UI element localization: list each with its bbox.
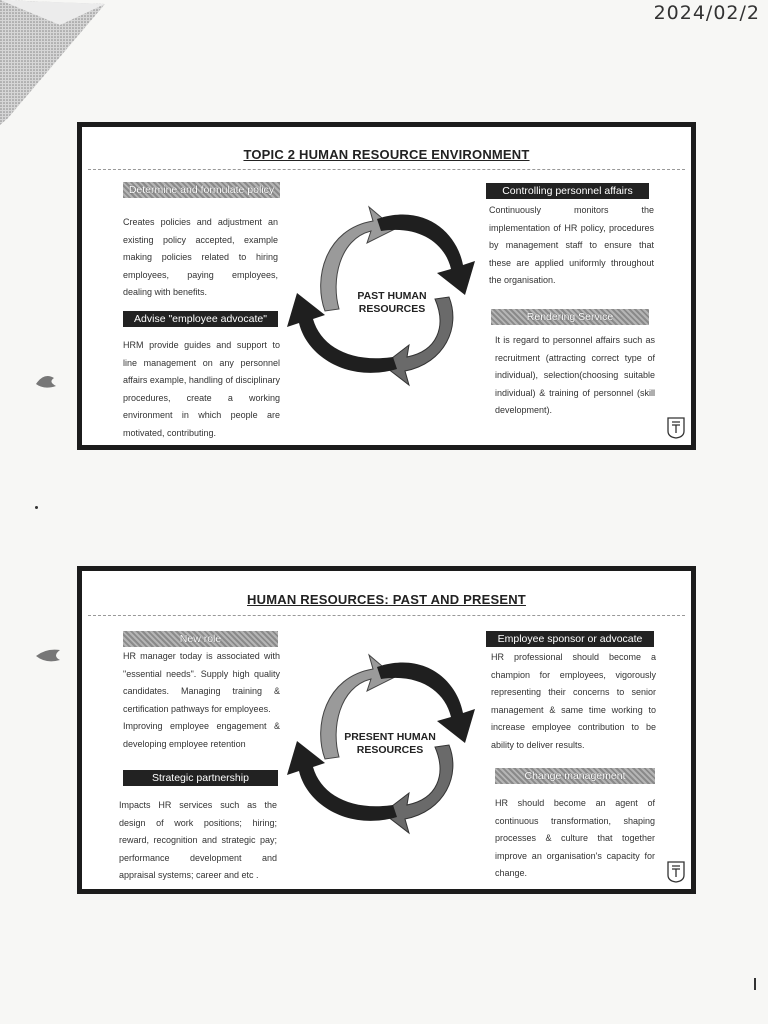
- section-text: Continuously monitors the implementation of HR policy, procedures by management staff to ensure that these are applied uniformly throughout the organisation.: [489, 205, 654, 285]
- center-label: PAST HUMAN RESOURCES: [357, 290, 427, 315]
- punch-hole-mark: [32, 644, 64, 664]
- section-header: Change management: [495, 768, 655, 784]
- section-header: Determine and formulate policy: [123, 182, 280, 198]
- dust-speck: [754, 978, 756, 990]
- title-rule: [88, 169, 685, 170]
- section-header: Controlling personnel affairs: [486, 183, 649, 199]
- section-paragraph: Improving employee engagement & developing employee retention: [123, 721, 280, 749]
- center-label: PRESENT HUMAN RESOURCES: [344, 731, 436, 756]
- arrow-bottom-right: [383, 745, 453, 833]
- section-text: It is regard to personnel affairs such as recruitment (attracting correct type of individual), selection(choosing suitable individual) & training of personnel (skill development).: [495, 335, 655, 415]
- date-stamp: 2024/02/2: [653, 2, 760, 24]
- section-header: Advise "employee advocate": [123, 311, 278, 327]
- slide-title: TOPIC 2 HUMAN RESOURCE ENVIRONMENT: [243, 147, 530, 162]
- section-text: HR professional should become a champion for employees, vigorously representing their concerns to senior management & same time working to increase employee contribution to be ability to deliver results.: [491, 652, 656, 750]
- section-header: Rendering Service: [491, 309, 649, 325]
- punch-hole-mark: [32, 370, 60, 390]
- section-text: Impacts HR services such as the design of work positions; hiring; reward, recognition and strategic pay; performance development and appraisal systems; career and etc .: [119, 800, 277, 880]
- university-logo-icon: [667, 861, 685, 883]
- university-logo-icon: [667, 417, 685, 439]
- section-header: Strategic partnership: [123, 770, 278, 786]
- section-text: [123, 648, 280, 753]
- title-rule: [88, 615, 685, 616]
- slide-past-hr: [77, 122, 696, 450]
- section-header: Employee sponsor or advocate: [486, 631, 654, 647]
- arrow-top-right: [377, 215, 475, 295]
- section-text: HR should become an agent of continuous transformation, shaping processes & culture that together improve an organisation's capacity for change.: [495, 798, 655, 878]
- folded-corner-mark: [0, 0, 110, 130]
- slide-title: HUMAN RESOURCES: PAST AND PRESENT: [247, 592, 526, 607]
- slide-present-hr: [77, 566, 696, 894]
- section-paragraph: HR manager today is associated with "essential needs". Supply high quality candidates. Managing training & certification pathways for employees.: [123, 651, 280, 714]
- dust-speck: [35, 506, 38, 509]
- section-text: HRM provide guides and support to line management on any personnel affairs example, handling of disciplinary procedures, create a working environment in which people are motivated, contributing.: [123, 340, 280, 438]
- section-text: Creates policies and adjustment an existing policy accepted, example making policies related to hiring employees, paying employees, dealing with benefits.: [123, 217, 278, 297]
- section-header: New role: [123, 631, 278, 647]
